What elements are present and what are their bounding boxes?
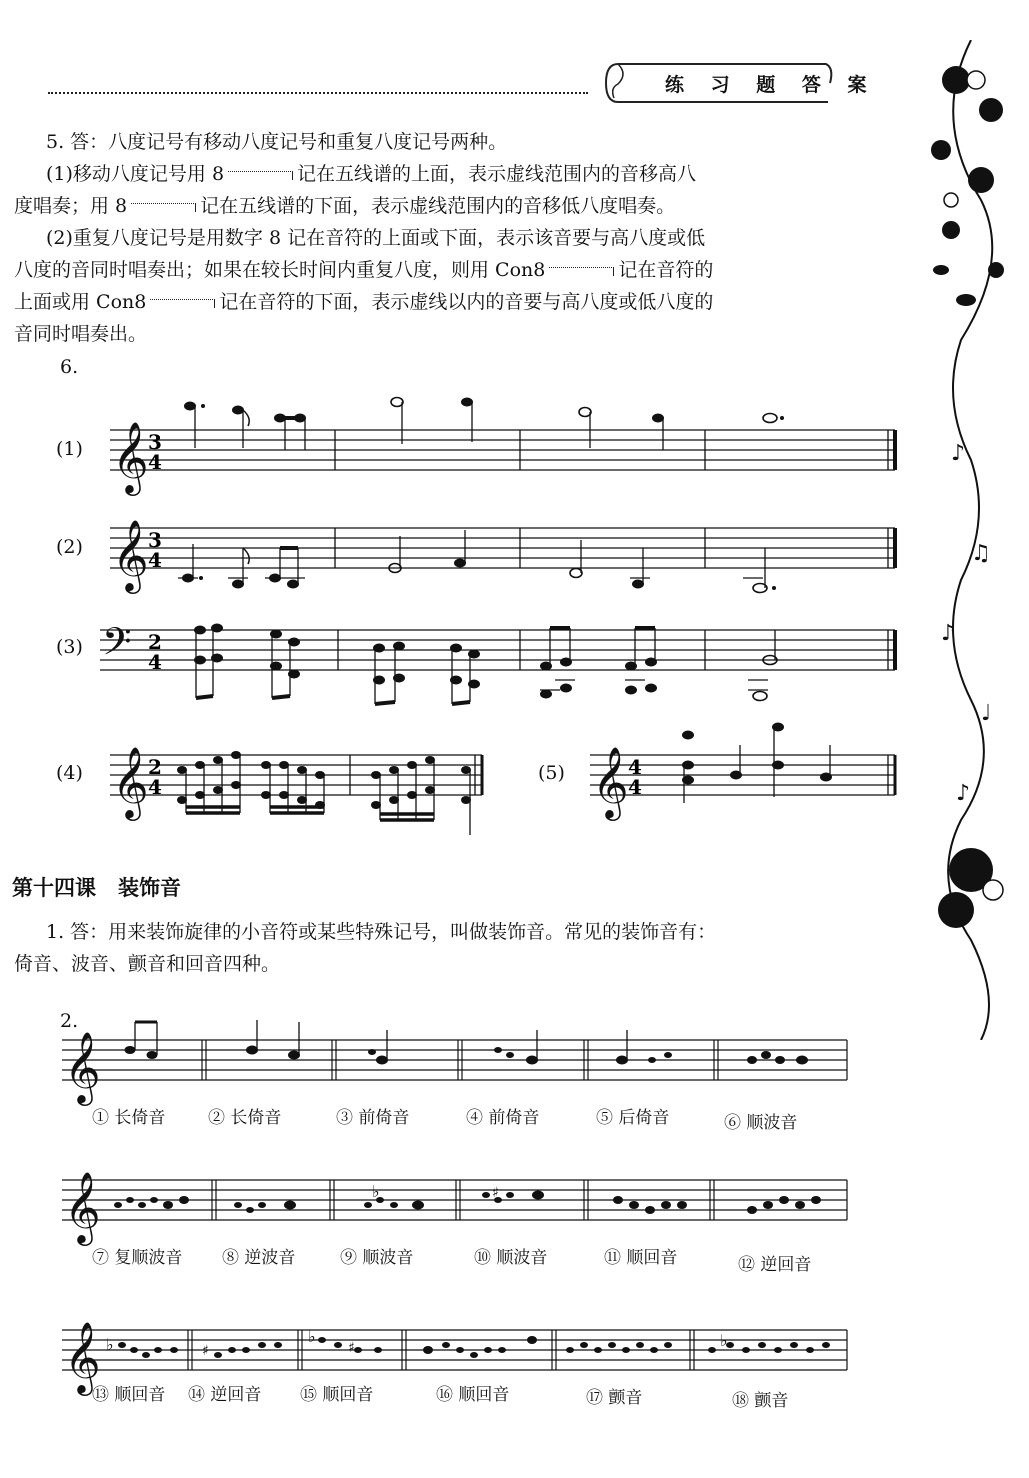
sharp-icon: ♯ (492, 1185, 499, 1201)
ornament-caption: ⑱ 颤音 (732, 1391, 789, 1411)
staff-label-3: (3) (56, 636, 83, 658)
ornament-caption: ⑨ 顺波音 (340, 1248, 414, 1268)
svg-text:♫: ♫ (971, 541, 991, 566)
q5-para1-line2: 度唱奏；用 8 记在五线谱的下面，表示虚线范围内的音移低八度唱奏。 (14, 195, 676, 217)
time-sig-top: 4 (628, 755, 642, 779)
ornament-caption: ④ 前倚音 (466, 1108, 540, 1128)
svg-text:♪: ♪ (941, 621, 956, 646)
flat-icon: ♭ (308, 1327, 316, 1346)
lesson-number: 第十四课 (12, 876, 96, 900)
ornament-staff-2 (62, 1170, 852, 1243)
lesson14-q1 (14, 916, 904, 980)
music-staff-5 (590, 745, 900, 818)
ornament-caption: ② 长倚音 (208, 1108, 282, 1128)
treble-clef-icon: 𝄞 (64, 1320, 101, 1393)
q6-number: 6. (60, 356, 79, 378)
ornament-caption: ⑧ 逆波音 (222, 1248, 296, 1268)
treble-clef-icon: 𝄞 (592, 745, 629, 818)
lesson-heading (12, 872, 203, 902)
treble-clef-icon: 𝄞 (64, 1030, 101, 1103)
svg-text:♪: ♪ (956, 781, 971, 806)
treble-clef-icon: 𝄞 (112, 745, 149, 818)
flat-icon: ♭ (720, 1331, 728, 1350)
time-sig-bottom: 4 (148, 775, 162, 799)
staff-label-2: (2) (56, 536, 83, 558)
floral-vine-decoration (911, 40, 1021, 1040)
time-sig-top: 3 (148, 430, 162, 454)
lesson-title: 装饰音 (118, 876, 181, 900)
q5-para2-line3: 上面或用 Con8 记在音符的下面，表示虚线以内的音要与高八度或低八度的 (14, 291, 714, 313)
svg-text:♪: ♪ (951, 441, 966, 466)
ornament-caption: ⑰ 颤音 (586, 1388, 643, 1408)
music-staff-1 (110, 420, 900, 493)
octave-dash-line (549, 267, 614, 276)
ornament-caption: ③ 前倚音 (336, 1108, 410, 1128)
staff-label-4: (4) (56, 762, 83, 784)
lesson14-q2-number: 2. (60, 1010, 79, 1032)
ornament-caption: ⑥ 顺波音 (724, 1113, 798, 1133)
q5-para2-line2: 八度的音同时唱奏出；如果在较长时间内重复八度，则用 Con8 记在音符的 (14, 259, 714, 281)
time-sig-top: 3 (148, 528, 162, 552)
ornament-caption: ⑮ 顺回音 (300, 1385, 374, 1405)
music-staff-4 (110, 745, 490, 845)
treble-clef-icon: 𝄞 (112, 518, 149, 591)
lesson14-q1-line1: 1. 答：用来装饰旋律的小音符或某些特殊记号，叫做装饰音。常见的装饰音有： (46, 921, 717, 943)
flat-icon: ♭ (106, 1335, 114, 1354)
ornament-caption: ⑦ 复顺波音 (92, 1248, 183, 1268)
treble-clef-icon: 𝄞 (64, 1170, 101, 1243)
time-sig-top: 2 (148, 630, 162, 654)
ornament-caption: ⑭ 逆回音 (188, 1385, 262, 1405)
music-staff-3 (100, 620, 900, 710)
ornament-caption: ⑫ 逆回音 (738, 1255, 812, 1275)
ornament-caption: ① 长倚音 (92, 1108, 166, 1128)
treble-clef-icon: 𝄞 (112, 420, 149, 493)
ornament-caption: ⑪ 顺回音 (604, 1248, 678, 1268)
staff-label-1: (1) (56, 438, 83, 460)
octave-dash-line (131, 203, 196, 212)
staff-label-5: (5) (538, 762, 565, 784)
bass-clef-icon: 𝄢 (102, 619, 132, 673)
q5-para2-line1: (2)重复八度记号是用数字 8 记在音符的上面或下面，表示该音要与高八度或低 (46, 227, 706, 249)
q5-line1: 5. 答：八度记号有移动八度记号和重复八度记号两种。 (46, 131, 508, 153)
flat-icon: ♭ (372, 1182, 380, 1201)
q5-answer (14, 126, 904, 350)
octave-dash-line (228, 171, 293, 180)
music-staff-2 (110, 518, 900, 598)
header-divider (48, 92, 588, 94)
time-sig-bottom: 4 (148, 650, 162, 674)
ornament-caption: ⑤ 后倚音 (596, 1108, 670, 1128)
ornament-caption: ⑩ 顺波音 (474, 1248, 548, 1268)
lesson14-q1-line2: 倚音、波音、颤音和回音四种。 (14, 953, 281, 975)
q5-para1-line1: (1)移动八度记号用 8 记在五线谱的上面，表示虚线范围内的音移高八 (46, 163, 697, 185)
ornament-staff-3 (62, 1320, 852, 1393)
ornament-caption: ⑯ 顺回音 (436, 1385, 510, 1405)
ornament-caption: ⑬ 顺回音 (92, 1385, 166, 1405)
ornament-staff-1 (62, 1030, 852, 1103)
svg-text:♩: ♩ (981, 701, 992, 726)
octave-dash-line (150, 299, 215, 308)
sharp-icon: ♯ (202, 1343, 209, 1359)
time-sig-bottom: 4 (148, 548, 162, 572)
time-sig-top: 2 (148, 755, 162, 779)
header-title: 练 习 题 答 案 (665, 74, 877, 96)
time-sig-bottom: 4 (628, 775, 642, 799)
q5-para2-line4: 音同时唱奏出。 (14, 323, 148, 345)
sharp-icon: ♯ (348, 1340, 355, 1356)
time-sig-bottom: 4 (148, 450, 162, 474)
